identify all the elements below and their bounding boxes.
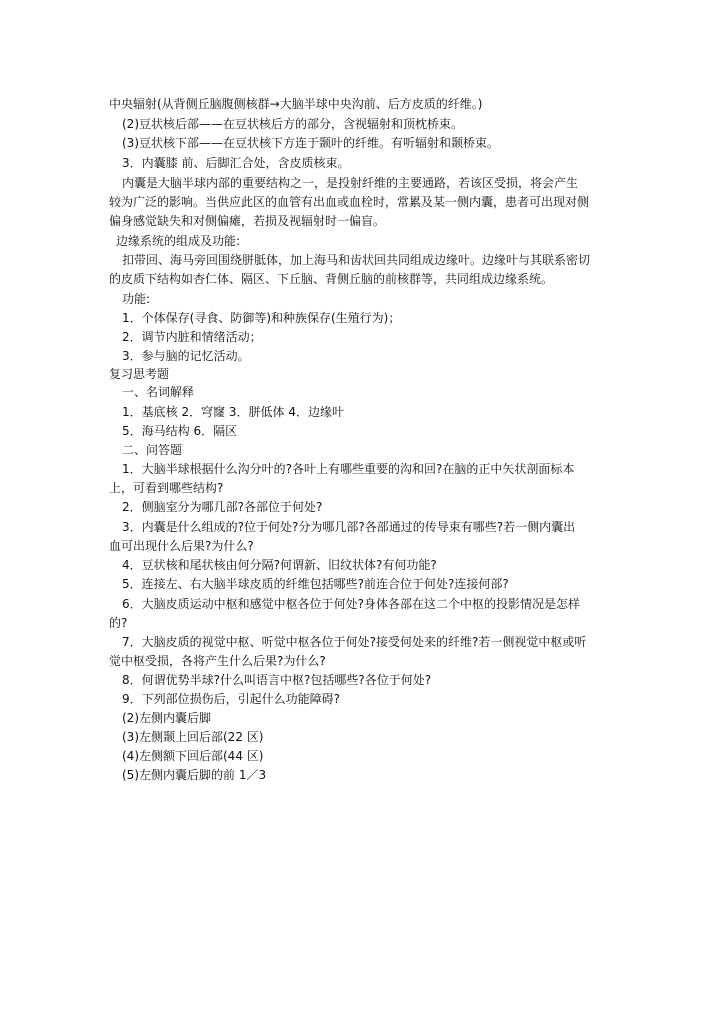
section-heading: 边缘系统的组成及功能: (116, 234, 241, 248)
text-line: 觉中枢受损，各将产生什么后果?为什么? (109, 654, 326, 668)
question-item: 4．豆状核和尾状核由何分隔?何谓新、旧纹状体?有何功能? (122, 558, 437, 572)
text-line: 3．内囊膝 前、后脚汇合处，含皮质核束。 (122, 156, 350, 170)
sub-question-item: (3)左侧颞上回后部(22 区) (122, 730, 264, 744)
sub-question-item: (2)左侧内囊后脚 (122, 711, 211, 725)
question-item: 8．何谓优势半球?什么叫语言中枢?包括哪些?各位于何处? (122, 673, 432, 687)
subsection-heading: 二、问答题 (122, 443, 183, 457)
question-item: 2．侧脑室分为哪几部?各部位于何处? (122, 500, 323, 514)
text-line: (2)豆状核后部——在豆状核后方的部分，含视辐射和顶枕桥束。 (122, 117, 464, 131)
list-item: 2．调节内脏和情绪活动； (122, 330, 262, 344)
text-line: 较为广泛的影响。当供应此区的血管有出血或血栓时，常累及某一侧内囊，患者可出现对侧 (109, 195, 590, 209)
question-item: 3．内囊是什么组成的?位于何处?分为哪几部?各部通过的传导束有哪些?若一侧内囊出 (122, 520, 576, 534)
text-line: 上，可看到哪些结构? (109, 481, 224, 495)
text-line: 血可出现什么后果?为什么? (109, 539, 254, 553)
text-line: 扣带回、海马旁回围绕胼胝体，加上海马和齿状回共同组成边缘叶。边缘叶与其联系密切 (122, 253, 591, 267)
question-item: 5．连接左、右大脑半球皮质的纤维包括哪些?前连合位于何处?连接何部? (122, 577, 509, 591)
text-line: (3)豆状核下部——在豆状核下方连于颞叶的纤维。有听辐射和颞桥束。 (122, 136, 500, 150)
question-item: 6．大脑皮质运动中枢和感觉中枢各位于何处?身体各部在这二个中枢的投影情况是怎样 (122, 597, 581, 611)
text-line: 内囊是大脑半球内部的重要结构之一，是投射纤维的主要通路，若该区受损，将会产生 (122, 176, 579, 190)
list-item: 1．基底核 2．穹窿 3．胼低体 4．边缘叶 (122, 405, 344, 419)
text-line: 的? (109, 616, 128, 630)
sub-question-item: (5)左侧内囊后脚的前 1／3 (122, 768, 267, 782)
text-line: 偏身感觉缺失和对侧偏瘫，若损及视辐射时一偏盲。 (109, 214, 386, 228)
list-item: 5．海马结构 6．隔区 (122, 424, 238, 438)
sub-question-item: (4)左侧额下回后部(44 区) (122, 749, 264, 763)
question-item: 9．下列部位损伤后，引起什么功能障碍? (122, 692, 341, 706)
section-heading: 复习思考题 (109, 367, 170, 381)
question-item: 7．大脑皮质的视觉中枢、听觉中枢各位于何处?接受何处来的纤维?若一侧视觉中枢或听 (122, 635, 587, 649)
text-line: 的皮质下结构如杏仁体、隔区、下丘脑、背侧丘脑的前核群等，共同组成边缘系统。 (109, 272, 554, 286)
subsection-heading: 一、名词解释 (122, 385, 195, 399)
text-line: 中央辐射(从背侧丘脑腹侧核群→大脑半球中央沟前、后方皮质的纤维。) (109, 97, 483, 111)
text-line: 功能: (122, 292, 151, 306)
list-item: 1．个体保存(寻食、防御等)和种族保存(生殖行为)； (122, 311, 401, 325)
question-item: 1．大脑半球根据什么沟分叶的?各叶上有哪些重要的沟和回?在脑的正中矢状剖面标本 (122, 462, 575, 476)
list-item: 3．参与脑的记忆活动。 (122, 349, 250, 363)
